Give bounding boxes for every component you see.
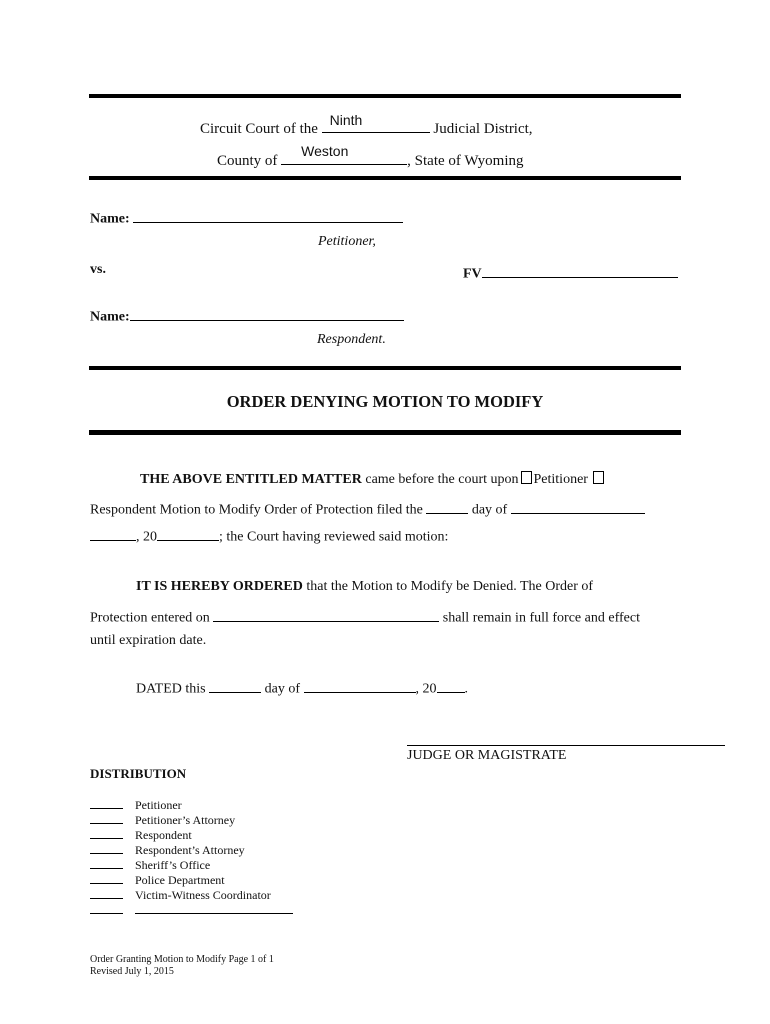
county-suffix: , State of Wyoming (407, 152, 524, 169)
protection-entered-date-field[interactable] (213, 606, 439, 622)
distribution-heading: DISTRIBUTION (90, 766, 187, 781)
distribution-item-label: Petitioner’s Attorney (135, 813, 236, 827)
reviewed-text: ; the Court having reviewed said motion: (219, 529, 449, 545)
filed-month-cont-field[interactable] (90, 525, 136, 541)
fv-label: FV (463, 266, 482, 282)
paragraph-2-line-3: until expiration date. (90, 633, 207, 648)
filed-day-of-label: day of (471, 502, 508, 518)
court-prefix: Circuit Court of the (200, 120, 318, 137)
document-title: ORDER DENYING MOTION TO MODIFY (226, 392, 544, 411)
court-line (200, 112, 533, 138)
dated-day-field[interactable] (209, 677, 261, 693)
court-suffix: Judicial District, (433, 120, 533, 137)
distribution-item-label: Sheriff’s Office (135, 858, 211, 872)
footer-revision-date: Revised July 1, 2015 (90, 966, 174, 977)
county-prefix: County of (217, 152, 278, 169)
distribution-check-blank[interactable] (90, 842, 123, 854)
distribution-item (90, 857, 210, 873)
paragraph-2-line-1 (136, 579, 593, 595)
distribution-check-blank[interactable] (90, 887, 123, 899)
petitioner-caption: Petitioner, (318, 234, 376, 249)
full-force-text: shall remain in full force and effect (442, 610, 640, 626)
petitioner-checkbox[interactable] (521, 471, 532, 484)
versus-label: vs. (90, 262, 106, 277)
respondent-name-field[interactable] (130, 305, 404, 321)
motion-text: Respondent Motion to Modify Order of Protection filed the (90, 502, 423, 518)
paragraph-1-line-1 (140, 471, 606, 488)
respondent-name-row (90, 305, 404, 326)
respondent-caption: Respondent. (317, 332, 386, 347)
title-bottom-rule (89, 430, 681, 435)
petitioner-name-row (90, 207, 403, 228)
distribution-item (90, 827, 192, 843)
distribution-other-field[interactable] (135, 902, 293, 914)
footer-form-title: Order Granting Motion to Modify Page 1 of 1 (90, 954, 274, 965)
distribution-item-label: Petitioner (135, 798, 182, 812)
header-bottom-rule (89, 176, 681, 180)
petitioner-option-label: Petitioner (533, 472, 588, 487)
dated-month-field[interactable] (304, 677, 416, 693)
distribution-item (90, 842, 245, 858)
dated-label: DATED this (136, 681, 206, 697)
distribution-check-blank[interactable] (90, 902, 123, 914)
distribution-check-blank[interactable] (90, 797, 123, 809)
respondent-checkbox[interactable] (593, 471, 604, 484)
paragraph-1-line-3 (90, 525, 448, 546)
dated-line (136, 677, 468, 698)
dated-year-field[interactable] (437, 677, 465, 693)
distribution-check-blank[interactable] (90, 827, 123, 839)
filed-day-field[interactable] (426, 498, 468, 514)
petitioner-name-label: Name: (90, 211, 130, 227)
distribution-item (90, 902, 293, 918)
fv-row (463, 262, 678, 283)
dated-period: . (464, 681, 469, 697)
distribution-check-blank[interactable] (90, 857, 123, 869)
matter-heading: THE ABOVE ENTITLED MATTER (140, 472, 362, 487)
fv-case-number-field[interactable] (482, 262, 678, 278)
paragraph-1-line-2 (90, 498, 645, 519)
district-field[interactable]: Ninth (329, 112, 363, 128)
dated-year-prefix: , 20 (415, 681, 437, 697)
header-top-rule (89, 94, 681, 98)
distribution-item (90, 887, 271, 903)
distribution-check-blank[interactable] (90, 872, 123, 884)
county-line (217, 143, 524, 170)
petitioner-name-field[interactable] (133, 207, 403, 223)
county-field[interactable]: Weston (301, 143, 349, 159)
distribution-item-label: Respondent’s Attorney (135, 843, 245, 857)
judge-signature-line[interactable] (407, 745, 725, 746)
distribution-item (90, 812, 235, 828)
distribution-item (90, 872, 225, 888)
distribution-item (90, 797, 182, 813)
distribution-item-label: Victim-Witness Coordinator (135, 888, 271, 902)
paragraph-2-line-2 (90, 606, 640, 627)
filed-year-prefix: , 20 (136, 529, 157, 545)
matter-text: came before the court upon (365, 472, 519, 487)
filed-year-field[interactable] (157, 525, 219, 541)
filed-month-field[interactable] (511, 498, 645, 514)
ordered-heading: IT IS HEREBY ORDERED (136, 579, 303, 594)
distribution-item-label: Police Department (135, 873, 225, 887)
distribution-item-label: Respondent (135, 828, 192, 842)
judge-signature-label: JUDGE OR MAGISTRATE (407, 748, 567, 763)
dated-day-of-label: day of (264, 681, 301, 697)
distribution-check-blank[interactable] (90, 812, 123, 824)
title-top-rule (89, 366, 681, 370)
ordered-text: that the Motion to Modify be Denied. The Order of (306, 579, 594, 594)
protection-entered-label: Protection entered on (90, 610, 210, 626)
respondent-name-label: Name: (90, 309, 130, 325)
